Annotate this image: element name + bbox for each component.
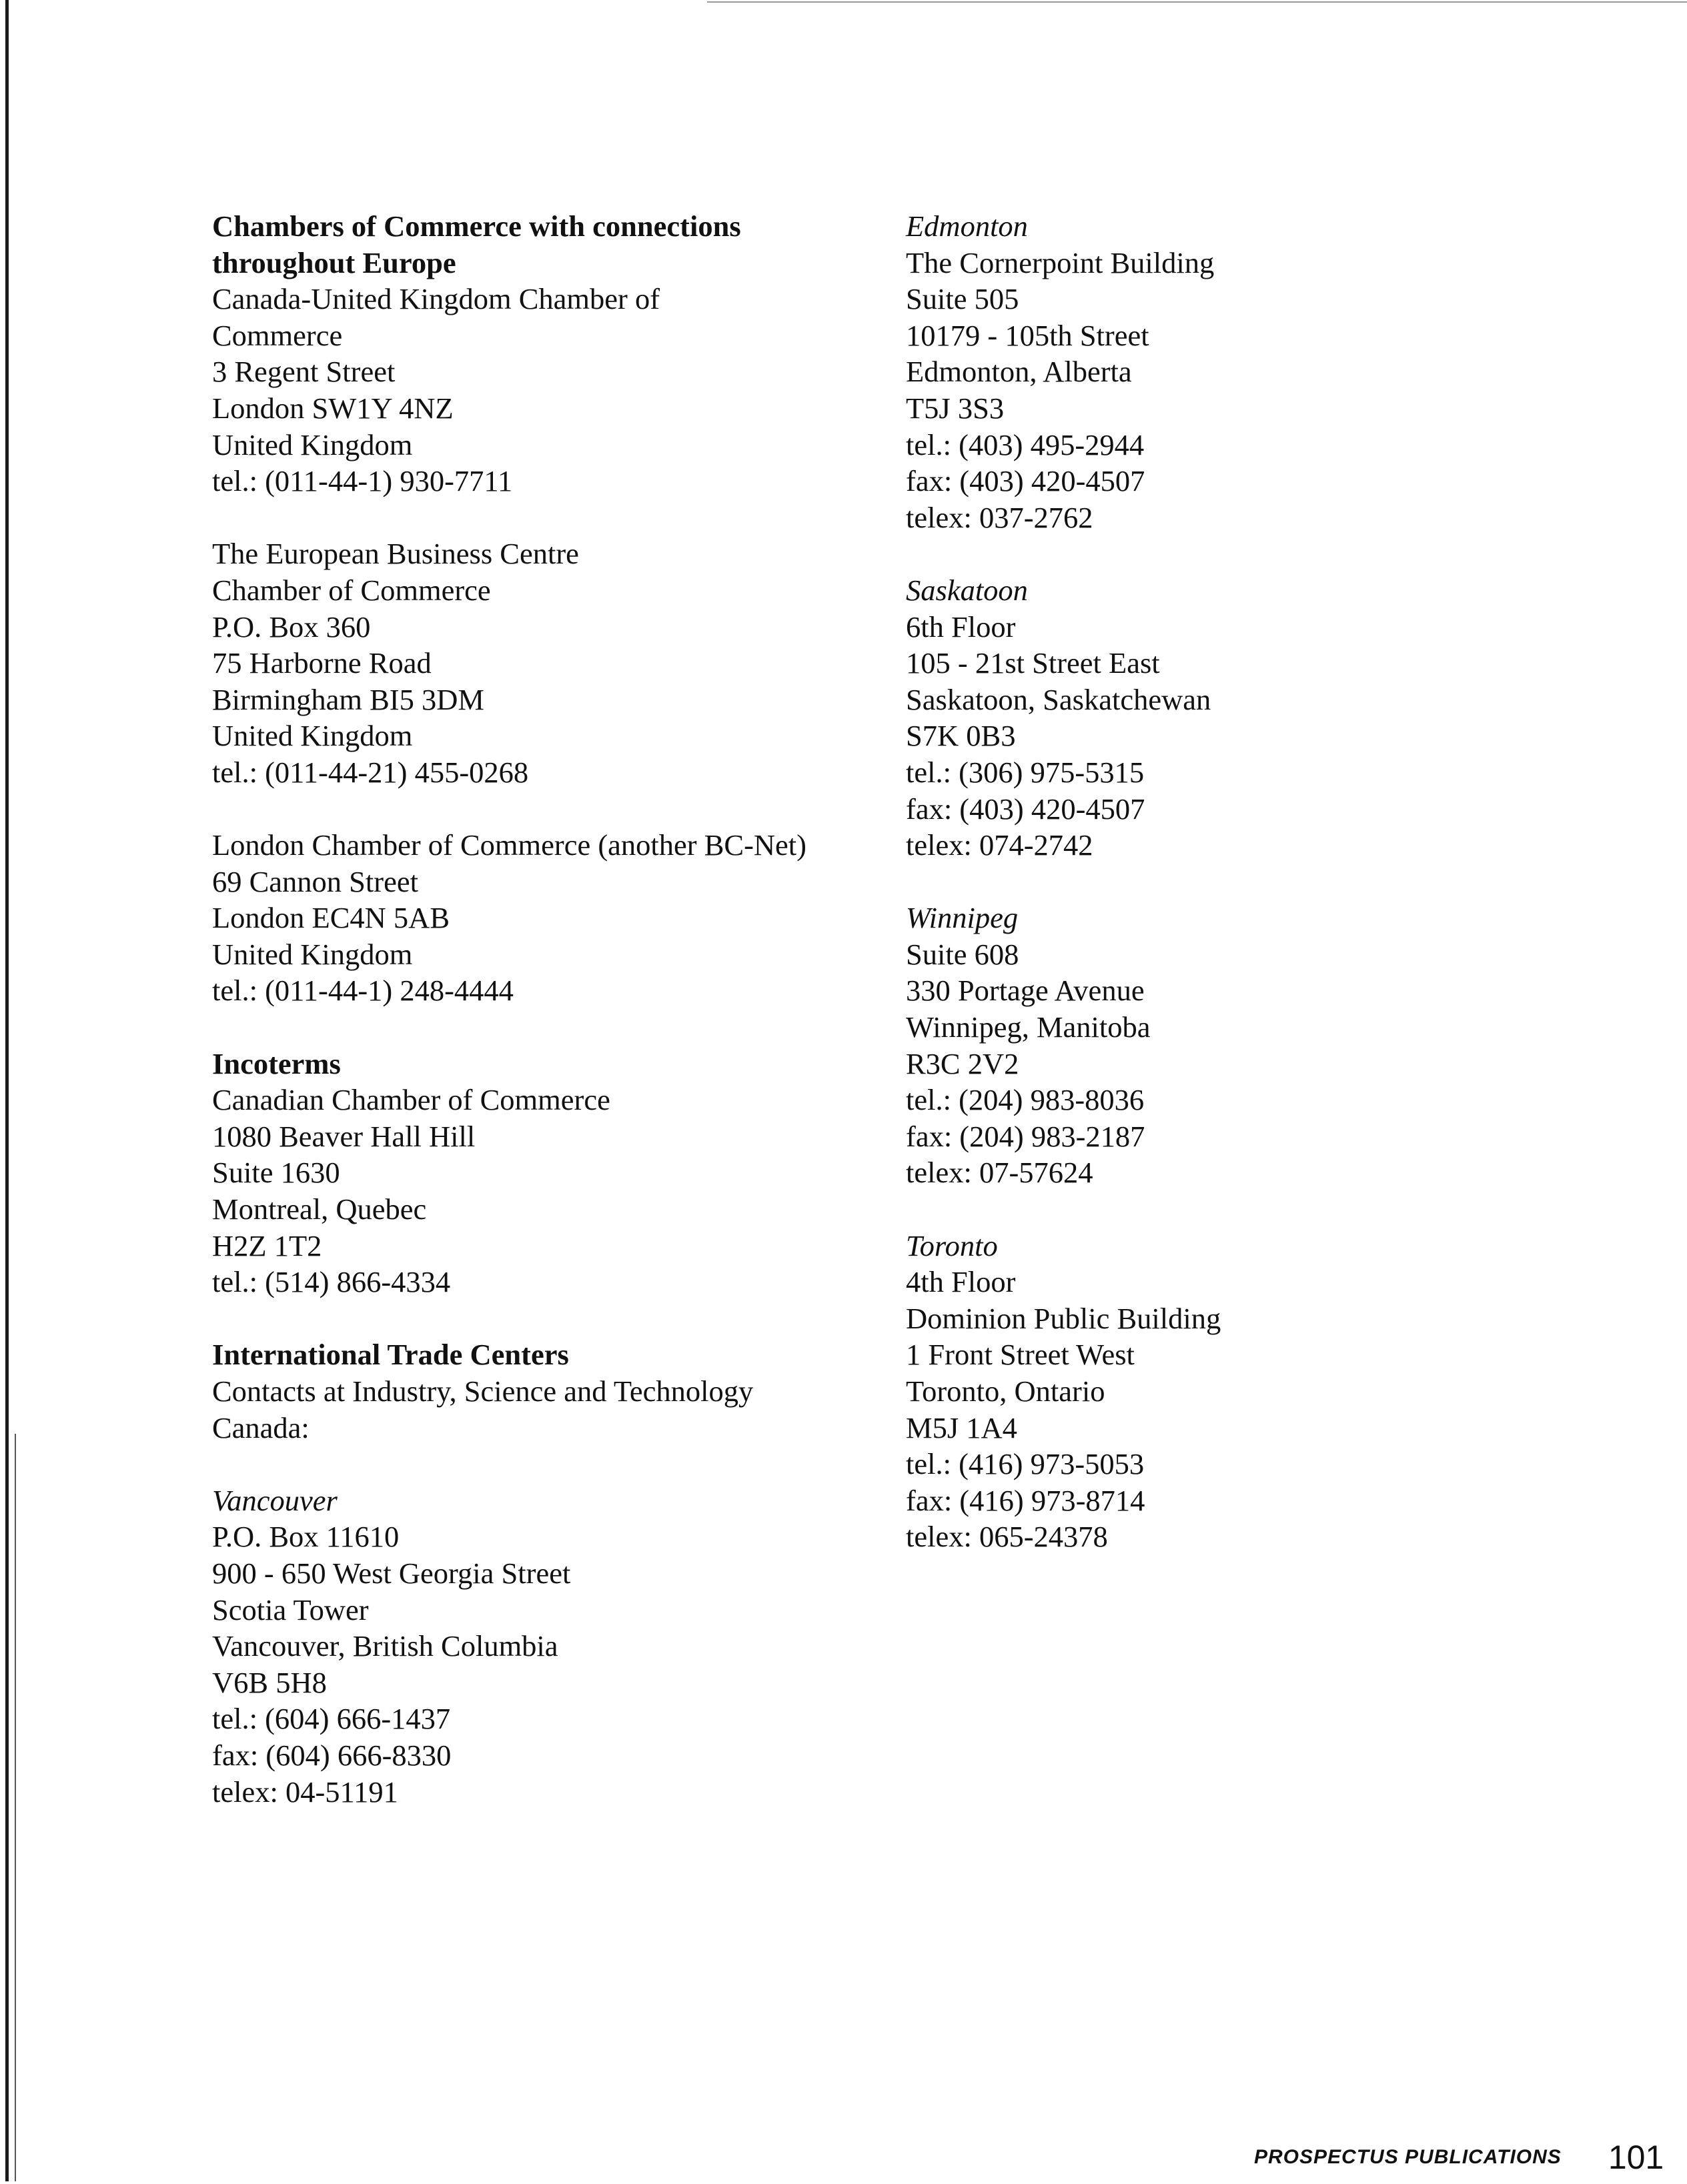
phone-line: tel.: (514) 866-4334 (212, 1265, 451, 1299)
address-line: H2Z 1T2 (212, 1228, 322, 1262)
address-line: Suite 1630 (212, 1156, 340, 1190)
address-line: The Cornerpoint Building (906, 245, 1215, 279)
fax-line: fax: (204) 983-2187 (906, 1119, 1145, 1153)
fax-line: fax: (604) 666-8330 (212, 1738, 452, 1772)
address-line: United Kingdom (212, 427, 413, 461)
address-line: 6th Floor (906, 610, 1016, 644)
address-line: United Kingdom (212, 719, 413, 753)
telex-line: telex: 07-57624 (906, 1156, 1093, 1190)
phone-line: tel.: (204) 983-8036 (906, 1083, 1145, 1117)
phone-line: tel.: (416) 973-5053 (906, 1447, 1145, 1481)
address-line: V6B 5H8 (212, 1665, 327, 1699)
city-heading: Edmonton (906, 209, 1028, 243)
address-line: Winnipeg, Manitoba (906, 1010, 1151, 1044)
fax-line: fax: (416) 973-8714 (906, 1483, 1145, 1517)
body-line: Canada: (212, 1410, 310, 1444)
section-heading: Chambers of Commerce with connections (212, 209, 741, 243)
telex-line: telex: 074-2742 (906, 828, 1093, 862)
address-line: Dominion Public Building (906, 1301, 1221, 1335)
city-heading: Vancouver (212, 1483, 338, 1517)
city-heading: Winnipeg (906, 901, 1019, 935)
block-chambers-europe (212, 208, 893, 499)
city-heading: Toronto (906, 1228, 998, 1262)
block-london-chamber (212, 827, 893, 1009)
address-line: P.O. Box 11610 (212, 1520, 400, 1554)
address-line: Scotia Tower (212, 1592, 369, 1626)
right-column (906, 208, 1573, 1592)
address-line: S7K 0B3 (906, 719, 1016, 753)
telex-line: telex: 065-24378 (906, 1520, 1108, 1554)
address-line: Montreal, Quebec (212, 1192, 427, 1226)
publisher-logo: PROSPECTUS PUBLICATIONS (1254, 2146, 1562, 2168)
left-column (212, 208, 893, 1847)
section-heading: International Trade Centers (212, 1338, 569, 1372)
address-line: 900 - 650 West Georgia Street (212, 1556, 571, 1590)
block-edmonton (906, 208, 1573, 535)
address-line: 3 Regent Street (212, 355, 396, 389)
telex-line: telex: 037-2762 (906, 500, 1093, 534)
block-international-trade-centers (212, 1336, 893, 1446)
block-toronto (906, 1228, 1573, 1555)
page-footer (1254, 2131, 1664, 2184)
address-line: United Kingdom (212, 937, 413, 971)
block-european-business-centre (212, 535, 893, 790)
phone-line: tel.: (011-44-1) 248-4444 (212, 974, 514, 1008)
address-line: London Chamber of Commerce (another BC-Net) (212, 828, 806, 862)
block-saskatoon (906, 572, 1573, 864)
address-line: Saskatoon, Saskatchewan (906, 682, 1211, 716)
fax-line: fax: (403) 420-4507 (906, 792, 1145, 826)
section-heading: Incoterms (212, 1046, 341, 1080)
binding-shadow (15, 1434, 16, 2181)
block-incoterms (212, 1046, 893, 1300)
section-heading: throughout Europe (212, 245, 456, 279)
address-line: T5J 3S3 (906, 391, 1005, 425)
block-vancouver (212, 1482, 893, 1810)
address-line: M5J 1A4 (906, 1410, 1017, 1444)
address-line: P.O. Box 360 (212, 610, 371, 644)
address-line: 330 Portage Avenue (906, 974, 1145, 1008)
binding-edge (5, 0, 9, 2181)
address-line: Suite 505 (906, 282, 1019, 316)
address-line: 69 Cannon Street (212, 864, 418, 898)
body-line: Contacts at Industry, Science and Technology (212, 1374, 754, 1408)
address-line: R3C 2V2 (906, 1046, 1019, 1080)
address-line: London SW1Y 4NZ (212, 391, 454, 425)
phone-line: tel.: (403) 495-2944 (906, 427, 1145, 461)
phone-line: tel.: (011-44-21) 455-0268 (212, 755, 529, 789)
address-line: London EC4N 5AB (212, 901, 450, 935)
address-line: 75 Harborne Road (212, 646, 432, 680)
address-line: 1 Front Street West (906, 1338, 1135, 1372)
address-line: Canadian Chamber of Commerce (212, 1083, 610, 1117)
phone-line: tel.: (306) 975-5315 (906, 755, 1145, 789)
address-line: Birmingham BI5 3DM (212, 682, 484, 716)
address-line: 4th Floor (906, 1265, 1016, 1299)
address-line: Canada-United Kingdom Chamber of (212, 282, 660, 316)
address-line: Chamber of Commerce (212, 573, 491, 607)
address-line: Suite 608 (906, 937, 1019, 971)
address-line: The European Business Centre (212, 537, 579, 571)
fax-line: fax: (403) 420-4507 (906, 464, 1145, 498)
address-line: Commerce (212, 318, 343, 352)
page-number: 101 (1608, 2139, 1664, 2176)
address-line: 10179 - 105th Street (906, 318, 1149, 352)
address-line: Edmonton, Alberta (906, 355, 1132, 389)
city-heading: Saskatoon (906, 573, 1028, 607)
block-winnipeg (906, 900, 1573, 1191)
address-line: Vancouver, British Columbia (212, 1629, 558, 1663)
phone-line: tel.: (604) 666-1437 (212, 1702, 451, 1736)
address-line: 1080 Beaver Hall Hill (212, 1119, 476, 1153)
telex-line: telex: 04-51191 (212, 1775, 398, 1809)
phone-line: tel.: (011-44-1) 930-7711 (212, 464, 513, 498)
top-rule (707, 1, 1687, 3)
address-line: Toronto, Ontario (906, 1374, 1105, 1408)
address-line: 105 - 21st Street East (906, 646, 1160, 680)
